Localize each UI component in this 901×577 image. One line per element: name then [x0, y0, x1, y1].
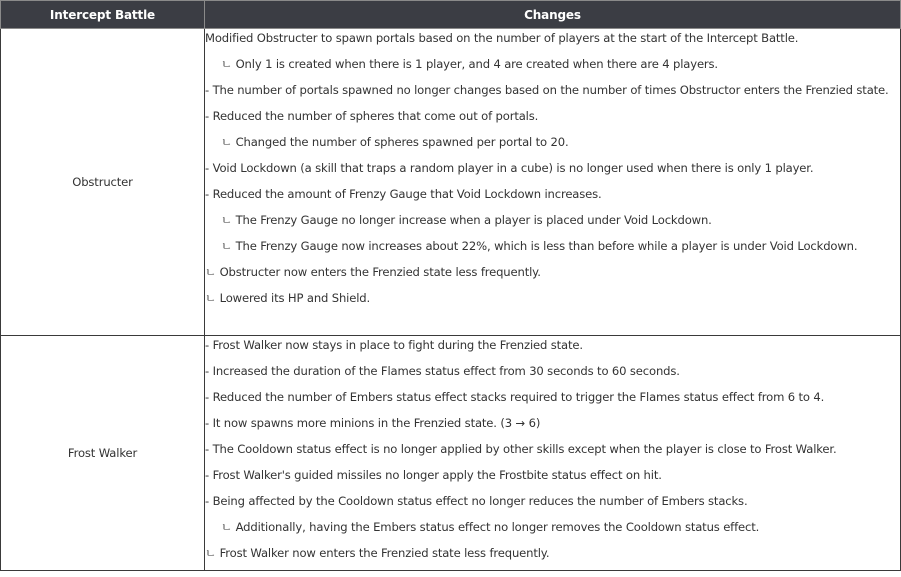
change-line: - Being affected by the Cooldown status effect no longer reduces the number of Embers stacks.: [205, 494, 748, 508]
change-line: ㄴ The Frenzy Gauge no longer increase when a player is placed under Void Lockdown.: [221, 213, 712, 227]
change-line: Modified Obstructer to spawn portals based on the number of players at the start of the Intercept Battle.: [205, 31, 799, 45]
change-line: - It now spawns more minions in the Frenzied state. (3 → 6): [205, 416, 541, 430]
change-line: - Reduced the number of spheres that come out of portals.: [205, 109, 539, 123]
boss-name-frost-walker: Frost Walker: [1, 336, 205, 571]
change-line: ㄴ Lowered its HP and Shield.: [205, 291, 371, 305]
change-line: ㄴ Frost Walker now enters the Frenzied state less frequently.: [205, 546, 550, 560]
change-line: ㄴ Only 1 is created when there is 1 player, and 4 are created when there are 4 players.: [221, 57, 718, 71]
change-line: ㄴ Additionally, having the Embers status effect no longer removes the Cooldown status effect.: [221, 520, 760, 534]
change-line: - The number of portals spawned no longer changes based on the number of times Obstructor enters the Frenzied state.: [205, 83, 889, 97]
change-line: ㄴ Obstructer now enters the Frenzied state less frequently.: [205, 265, 541, 279]
change-line: - Void Lockdown (a skill that traps a random player in a cube) is no longer used when there is only 1 player.: [205, 161, 814, 175]
table-row-obstructer: [1, 29, 901, 336]
changes-cell-obstructer: [205, 29, 901, 336]
header-row: [1, 1, 901, 29]
change-line: ㄴ The Frenzy Gauge now increases about 22%, which is less than before while a player is under Void Lockdown.: [221, 239, 858, 253]
change-line: - Frost Walker's guided missiles no longer apply the Frostbite status effect on hit.: [205, 468, 662, 482]
header-changes: Changes: [205, 1, 901, 29]
boss-name-obstructer: Obstructer: [1, 29, 205, 336]
changes-cell-frost-walker: [205, 336, 901, 571]
change-line: - The Cooldown status effect is no longer applied by other skills except when the player is close to Frost Walker.: [205, 442, 837, 456]
change-line: ㄴ Changed the number of spheres spawned per portal to 20.: [221, 135, 569, 149]
table-row-frost-walker: [1, 336, 901, 571]
change-line: - Frost Walker now stays in place to fight during the Frenzied state.: [205, 338, 583, 352]
change-line: - Reduced the number of Embers status effect stacks required to trigger the Flames status effect from 6 to 4.: [205, 390, 825, 404]
header-intercept-battle: Intercept Battle: [1, 1, 205, 29]
change-line: - Reduced the amount of Frenzy Gauge that Void Lockdown increases.: [205, 187, 602, 201]
change-line: - Increased the duration of the Flames status effect from 30 seconds to 60 seconds.: [205, 364, 680, 378]
